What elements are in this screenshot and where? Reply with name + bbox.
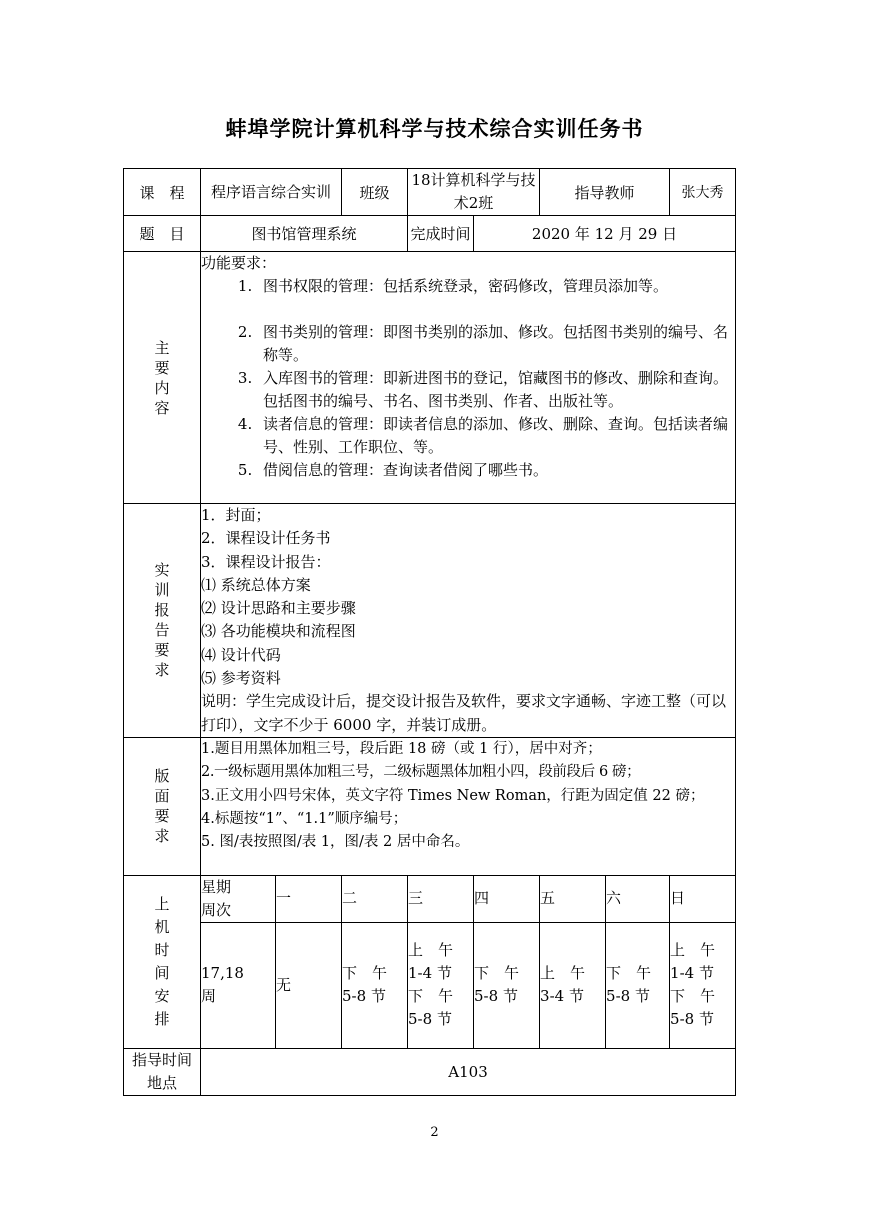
day-header: 三 xyxy=(408,875,474,922)
report-line: ⑷ 设计代码 xyxy=(201,645,281,664)
schedule-cell-text: 上 午 1-4 节 下 午 5-8 节 xyxy=(670,941,716,1029)
format-line: 2.一级标题用黑体加粗三号，二级标题黑体加粗小四，段前段后 6 磅； xyxy=(201,764,641,781)
day-header: 五 xyxy=(540,875,606,922)
day-header: 一 xyxy=(276,875,342,922)
report-line: ⑴ 系统总体方案 xyxy=(201,575,311,594)
teacher-value: 张大秀 xyxy=(670,169,736,216)
format-line: 3.正文用小四号宋体，英文字符 Times New Roman，行距为固定值 22 磅； xyxy=(201,787,705,804)
topic-label: 题 目 xyxy=(124,216,201,252)
class-value: 18计算机科学与技术2班 xyxy=(408,169,540,216)
format-line: 4.标题按“1”、“1.1”顺序编号； xyxy=(201,810,408,827)
main-content-body xyxy=(201,252,736,504)
document-title: 蚌埠学院计算机科学与技术综合实训任务书 xyxy=(225,117,644,141)
time-label: 完成时间 xyxy=(408,216,474,252)
report-line: 3．课程设计报告： xyxy=(201,552,331,571)
schedule-cell-text: 上 午 1-4 节 下 午 5-8 节 xyxy=(408,941,454,1029)
report-line: 1．封面； xyxy=(201,506,271,524)
schedule-corner-text: 星期周次 xyxy=(201,877,232,919)
class-label: 班级 xyxy=(342,169,408,216)
page-number: 2 xyxy=(430,1125,439,1140)
requirement-item: 5. 借阅信息的管理：查询读者借阅了哪些书。 xyxy=(257,459,735,482)
schedule-weeks-text: 17,18周 xyxy=(201,964,244,1006)
report-line: 2．课程设计任务书 xyxy=(201,529,331,548)
schedule-label-text: 上机时间安排 xyxy=(154,894,170,1028)
schedule-weeks xyxy=(201,922,276,1048)
location-value: A103 xyxy=(201,1048,736,1095)
course-row xyxy=(124,169,736,216)
schedule-cell xyxy=(670,922,736,1048)
main-content-label xyxy=(124,252,201,504)
report-note: 说明：学生完成设计后，提交设计报告及软件，要求文字通畅、字迹工整（可以打印），文字不少于 6000 字，并装订成册。 xyxy=(201,692,727,734)
day-header: 六 xyxy=(606,875,670,922)
course-label: 课 程 xyxy=(124,169,201,216)
report-label-text: 实训报告要求 xyxy=(154,561,170,680)
schedule-cell-text: 下 午 5-8 节 xyxy=(474,964,520,1006)
schedule-cell xyxy=(474,922,540,1048)
schedule-cell-text: 下 午 5-8 节 xyxy=(342,964,388,1006)
requirement-list xyxy=(201,275,735,482)
schedule-cell xyxy=(606,922,670,1048)
report-row xyxy=(124,504,736,738)
report-body xyxy=(201,504,736,738)
day-header: 四 xyxy=(474,875,540,922)
format-label xyxy=(124,737,201,875)
location-row xyxy=(124,1048,736,1095)
location-label-text: 指导时间地点 xyxy=(131,1050,192,1092)
format-label-text: 版面要求 xyxy=(154,767,170,846)
time-value: 2020 年 12 月 29 日 xyxy=(474,216,736,252)
requirement-item: 4. 读者信息的管理：即读者信息的添加、修改、删除、查询。包括读者编号、性别、工作职位、等。 xyxy=(257,413,735,459)
schedule-cell-text: 上 午 3-4 节 xyxy=(540,964,586,1006)
report-line: ⑵ 设计思路和主要步骤 xyxy=(201,599,356,618)
main-content-label-text: 主要内容 xyxy=(154,338,170,417)
report-label xyxy=(124,504,201,738)
schedule-cell xyxy=(342,922,408,1048)
report-line: ⑸ 参考资料 xyxy=(201,669,281,688)
teacher-label: 指导教师 xyxy=(540,169,670,216)
schedule-cell-text: 下 午 5-8 节 xyxy=(606,964,652,1006)
requirement-item: 1. 图书权限的管理：包括系统登录，密码修改，管理员添加等。 xyxy=(257,275,735,298)
requirement-item: 2. 图书类别的管理：即图书类别的添加、修改。包括图书类别的编号、名称等。 xyxy=(257,321,735,367)
schedule-body-row xyxy=(124,922,736,1048)
main-content-intro: 功能要求： xyxy=(201,254,277,272)
format-row xyxy=(124,737,736,875)
course-value: 程序语言综合实训 xyxy=(201,169,342,216)
schedule-header-row xyxy=(124,875,736,922)
schedule-cell xyxy=(540,922,606,1048)
schedule-cell xyxy=(408,922,474,1048)
day-header: 二 xyxy=(342,875,408,922)
format-body xyxy=(201,737,736,875)
topic-row xyxy=(124,216,736,252)
task-table xyxy=(123,168,736,1096)
day-header: 日 xyxy=(670,875,736,922)
location-label xyxy=(124,1048,201,1095)
schedule-cell: 无 xyxy=(276,922,342,1048)
topic-value: 图书馆管理系统 xyxy=(201,216,408,252)
format-line: 1.题目用黑体加粗三号，段后距 18 磅（或 1 行），居中对齐； xyxy=(201,740,602,757)
format-line: 5. 图/表按照图/表 1，图/表 2 居中命名。 xyxy=(201,834,470,851)
schedule-corner xyxy=(201,875,276,922)
report-line: ⑶ 各功能模块和流程图 xyxy=(201,622,356,641)
schedule-label xyxy=(124,875,201,1048)
requirement-item: 3. 入库图书的管理：即新进图书的登记，馆藏图书的修改、删除和查询。包括图书的编号、书名、图书类别、作者、出版社等。 xyxy=(257,367,735,413)
main-content-row xyxy=(124,252,736,504)
